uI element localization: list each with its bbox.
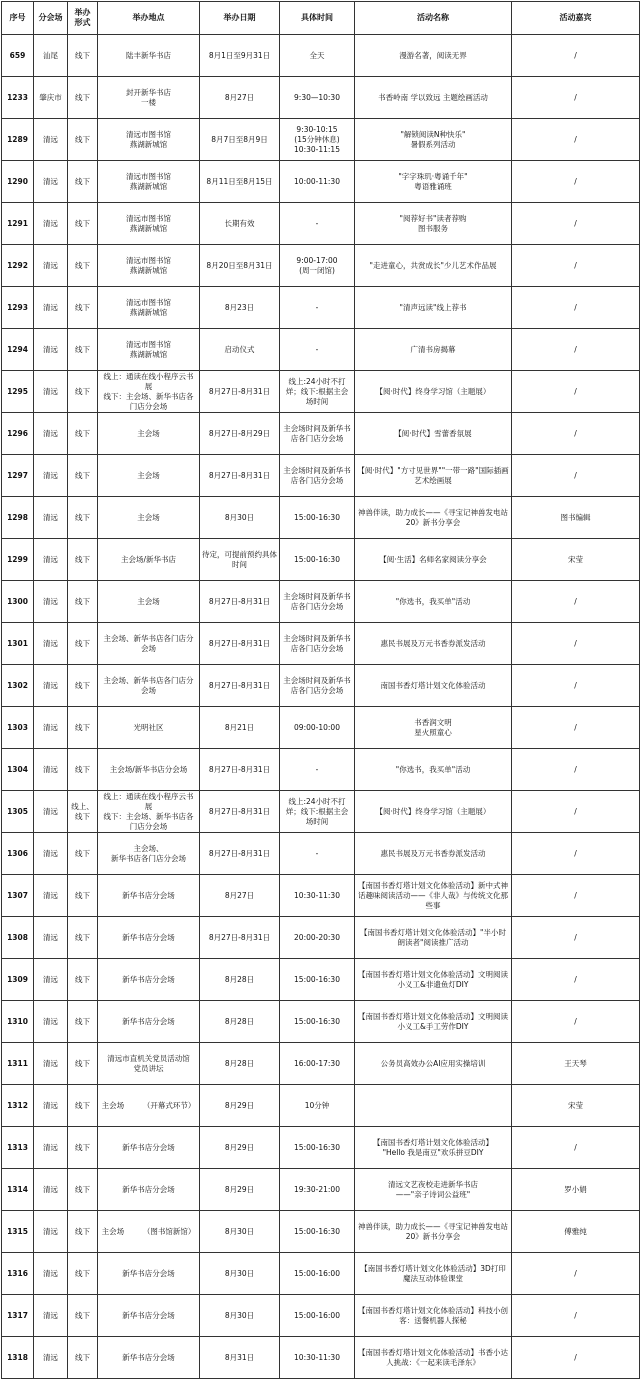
cell-guest: 宋莹 [512,1085,640,1127]
table-header-row [2,2,640,35]
cell-date: 待定，可提前预约具体时间 [200,539,280,581]
cell-venue: 清远 [34,161,68,203]
cell-date: 8月28日 [200,1001,280,1043]
cell-place: 主会场、新华书店各门店分会场 [98,665,200,707]
cell-activity-name: 【南国书香灯塔计划文化体验活动】文明阅读小义工&手工劳作DIY [355,1001,512,1043]
cell-activity-name: 【阅·时代】雪蕾香氛展 [355,413,512,455]
cell-activity-name: 南国书香灯塔计划文化体验活动 [355,665,512,707]
cell-place: 新华书店分会场 [98,1001,200,1043]
cell-guest: / [512,203,640,245]
cell-place: 新华书店分会场 [98,917,200,959]
cell-guest: / [512,161,640,203]
cell-guest: / [512,77,640,119]
cell-time: 15:00-16:30 [280,959,355,1001]
cell-no: 659 [2,35,34,77]
cell-form: 线下 [68,539,98,581]
cell-venue: 清远 [34,497,68,539]
cell-venue: 清远 [34,623,68,665]
cell-form: 线下 [68,413,98,455]
cell-form: 线下 [68,245,98,287]
cell-place: 清远市图书馆 燕湖新城馆 [98,203,200,245]
cell-venue: 清远 [34,539,68,581]
cell-guest: / [512,287,640,329]
cell-activity-name: 【阅·时代】终身学习馆（主题展） [355,791,512,833]
cell-no: 1301 [2,623,34,665]
table-row [2,539,640,581]
cell-no: 1303 [2,707,34,749]
cell-venue: 清远 [34,1295,68,1337]
cell-guest: 傅雅纯 [512,1211,640,1253]
cell-place: 新华书店分会场 [98,1127,200,1169]
header-form: 举办 形式 [68,2,98,35]
cell-time: 线上:24小时不打烊；线下:根据主会场时间 [280,371,355,413]
cell-venue: 清远 [34,833,68,875]
cell-place: 清远市图书馆 燕湖新城馆 [98,119,200,161]
cell-venue: 清远 [34,1253,68,1295]
cell-place: 新华书店分会场 [98,875,200,917]
cell-time: - [280,329,355,371]
cell-activity-name: "字字珠玑·粤诵千年" 粤语雅诵班 [355,161,512,203]
table-row [2,1337,640,1379]
cell-date: 8月27日 [200,77,280,119]
cell-guest: / [512,791,640,833]
cell-time: 15:00-16:30 [280,1127,355,1169]
cell-form: 线下 [68,1337,98,1379]
cell-form: 线下 [68,1001,98,1043]
cell-form: 线下 [68,497,98,539]
cell-guest: / [512,1337,640,1379]
cell-time: 10:00-11:30 [280,161,355,203]
cell-venue: 清远 [34,791,68,833]
cell-place: 线上：通读在线小程序云书展 线下：主会场、新华书店各门店分会场 [98,791,200,833]
cell-no: 1309 [2,959,34,1001]
table-row [2,1043,640,1085]
header-guest: 活动嘉宾 [512,2,640,35]
cell-no: 1315 [2,1211,34,1253]
table-row [2,245,640,287]
cell-place: 封开新华书店 一楼 [98,77,200,119]
cell-no: 1302 [2,665,34,707]
cell-guest: / [512,35,640,77]
cell-place: 清远市直机关党员活动馆 党员讲坛 [98,1043,200,1085]
cell-guest: / [512,581,640,623]
cell-place: 新华书店分会场 [98,1169,200,1211]
cell-no: 1308 [2,917,34,959]
cell-no: 1298 [2,497,34,539]
cell-venue: 清远 [34,917,68,959]
cell-form: 线下 [68,329,98,371]
cell-place: 清远市图书馆 燕湖新城馆 [98,161,200,203]
cell-venue: 清远 [34,329,68,371]
cell-no: 1305 [2,791,34,833]
cell-date: 8月29日 [200,1169,280,1211]
cell-activity-name: "清声远读"线上荐书 [355,287,512,329]
cell-date: 8月30日 [200,1211,280,1253]
cell-date: 8月28日 [200,1043,280,1085]
cell-venue: 汕尾 [34,35,68,77]
cell-date: 8月30日 [200,1295,280,1337]
cell-time: - [280,749,355,791]
cell-time: 线上:24小时不打烊；线下:根据主会场时间 [280,791,355,833]
cell-date: 8月27日-8月31日 [200,833,280,875]
cell-activity-name: 【阅·时代】终身学习馆（主题展） [355,371,512,413]
table-row [2,413,640,455]
cell-activity-name: 神兽伴读，助力成长——《寻宝记神兽发电站20》新书分享会 [355,1211,512,1253]
cell-no: 1312 [2,1085,34,1127]
table-row [2,833,640,875]
cell-time: 主会场时间及新华书店各门店分会场 [280,581,355,623]
cell-activity-name: 【南国书香灯塔计划文化体验活动】 "Hello 我是南豆"欢乐拼豆DIY [355,1127,512,1169]
cell-no: 1304 [2,749,34,791]
cell-activity-name: 惠民书展及万元书香券派发活动 [355,623,512,665]
cell-guest: / [512,1253,640,1295]
table-row [2,791,640,833]
cell-activity-name: "走进童心，共赏成长"少儿艺术作品展 [355,245,512,287]
cell-guest: / [512,119,640,161]
table-row [2,1001,640,1043]
header-place: 举办地点 [98,2,200,35]
cell-no: 1297 [2,455,34,497]
cell-time: 09:00-10:00 [280,707,355,749]
cell-place: 主会场、 新华书店各门店分会场 [98,833,200,875]
cell-form: 线上、 线下 [68,791,98,833]
cell-time: - [280,833,355,875]
cell-activity-name: 神兽伴读，助力成长——《寻宝记神兽发电站20》新书分享会 [355,497,512,539]
cell-time: - [280,203,355,245]
cell-venue: 清远 [34,1337,68,1379]
cell-time: 15:00-16:30 [280,1001,355,1043]
cell-activity-name: 广清书房揭幕 [355,329,512,371]
cell-place: 陆丰新华书店 [98,35,200,77]
cell-venue: 清远 [34,707,68,749]
table-row [2,707,640,749]
cell-place: 主会场 （图书馆新馆） [98,1211,200,1253]
cell-no: 1318 [2,1337,34,1379]
cell-time: 15:00-16:30 [280,539,355,581]
cell-place: 主会场 （开幕式环节） [98,1085,200,1127]
cell-time: 15:00-16:30 [280,1211,355,1253]
cell-date: 8月27日-8月31日 [200,623,280,665]
cell-activity-name: "你选书，我买单"活动 [355,581,512,623]
cell-date: 8月27日-8月31日 [200,749,280,791]
cell-no: 1299 [2,539,34,581]
table-body [2,35,640,1379]
cell-activity-name: 清远文艺夜校走进新华书店 ——"亲子诗词公益班" [355,1169,512,1211]
cell-venue: 清远 [34,119,68,161]
cell-guest: / [512,959,640,1001]
cell-activity-name: "你选书，我买单"活动 [355,749,512,791]
cell-venue: 清远 [34,1001,68,1043]
cell-activity-name: 漫游名著，阅读无界 [355,35,512,77]
cell-time: 15:00-16:30 [280,497,355,539]
table-row [2,371,640,413]
cell-no: 1300 [2,581,34,623]
cell-no: 1293 [2,287,34,329]
table-row [2,287,640,329]
cell-no: 1233 [2,77,34,119]
cell-guest: 宋莹 [512,539,640,581]
cell-form: 线下 [68,1295,98,1337]
cell-form: 线下 [68,665,98,707]
cell-venue: 清远 [34,245,68,287]
cell-form: 线下 [68,287,98,329]
cell-guest: / [512,245,640,287]
cell-no: 1314 [2,1169,34,1211]
cell-form: 线下 [68,203,98,245]
cell-no: 1289 [2,119,34,161]
cell-place: 新华书店分会场 [98,1295,200,1337]
cell-place: 线上：通读在线小程序云书展 线下：主会场、新华书店各门店分会场 [98,371,200,413]
cell-no: 1306 [2,833,34,875]
cell-form: 线下 [68,371,98,413]
cell-activity-name: 【南国书香灯塔计划文化体验活动】文明阅读小义工&非遗鱼灯DIY [355,959,512,1001]
cell-time: 16:00-17:30 [280,1043,355,1085]
cell-guest: / [512,1127,640,1169]
table-row [2,1085,640,1127]
cell-place: 新华书店分会场 [98,1253,200,1295]
cell-form: 线下 [68,623,98,665]
cell-no: 1290 [2,161,34,203]
cell-activity-name: 【南国书香灯塔计划文化体验活动】书香小达人挑战：《一起来读毛泽东》 [355,1337,512,1379]
cell-date: 8月27日-8月31日 [200,455,280,497]
cell-date: 8月27日-8月31日 [200,371,280,413]
cell-activity-name: 书香润文明 星火照童心 [355,707,512,749]
cell-date: 8月27日-8月31日 [200,917,280,959]
cell-date: 8月29日 [200,1085,280,1127]
cell-form: 线下 [68,1169,98,1211]
table-row [2,1211,640,1253]
cell-no: 1291 [2,203,34,245]
cell-venue: 清远 [34,1211,68,1253]
cell-guest: / [512,1295,640,1337]
cell-date: 8月31日 [200,1337,280,1379]
table-row [2,77,640,119]
cell-time: 主会场时间及新华书店各门店分会场 [280,665,355,707]
cell-place: 光明社区 [98,707,200,749]
cell-time: 19:30-21:00 [280,1169,355,1211]
cell-activity-name: 【南国书香灯塔计划文化体验活动】科技小创客：送餐机器人探秘 [355,1295,512,1337]
cell-no: 1295 [2,371,34,413]
cell-time: 20:00-20:30 [280,917,355,959]
cell-activity-name: 【南国书香灯塔计划文化体验活动】新中式神话趣味阅读活动——《非人哉》与传统文化那些事 [355,875,512,917]
cell-guest: / [512,665,640,707]
cell-date: 8月20日至8月31日 [200,245,280,287]
cell-form: 线下 [68,119,98,161]
cell-date: 8月30日 [200,497,280,539]
table-row [2,455,640,497]
cell-form: 线下 [68,581,98,623]
cell-form: 线下 [68,1043,98,1085]
cell-form: 线下 [68,35,98,77]
header-name: 活动名称 [355,2,512,35]
cell-form: 线下 [68,1253,98,1295]
table-row [2,497,640,539]
cell-form: 线下 [68,707,98,749]
table-row [2,1253,640,1295]
cell-place: 主会场 [98,455,200,497]
cell-form: 线下 [68,161,98,203]
cell-venue: 清远 [34,371,68,413]
cell-activity-name: 【阅·时代】"方寸见世界""一带一路"国际插画艺术绘画展 [355,455,512,497]
cell-date: 8月28日 [200,959,280,1001]
cell-place: 新华书店分会场 [98,1337,200,1379]
table-row [2,749,640,791]
table-row [2,35,640,77]
cell-guest: / [512,917,640,959]
cell-form: 线下 [68,1127,98,1169]
table-row [2,1127,640,1169]
cell-place: 主会场 [98,581,200,623]
cell-no: 1294 [2,329,34,371]
cell-guest: / [512,833,640,875]
cell-date: 8月21日 [200,707,280,749]
table-row [2,917,640,959]
cell-date: 8月29日 [200,1127,280,1169]
table-row [2,1169,640,1211]
cell-form: 线下 [68,917,98,959]
cell-time: 15:00-16:00 [280,1295,355,1337]
cell-place: 新华书店分会场 [98,959,200,1001]
cell-date: 8月27日-8月31日 [200,581,280,623]
cell-place: 主会场、新华书店各门店分会场 [98,623,200,665]
cell-venue: 清远 [34,1043,68,1085]
cell-guest: / [512,455,640,497]
cell-date: 8月11日至8月15日 [200,161,280,203]
cell-guest: / [512,623,640,665]
cell-date: 8月30日 [200,1253,280,1295]
cell-activity-name: 书香岭南 学以致远 主题绘画活动 [355,77,512,119]
cell-form: 线下 [68,749,98,791]
cell-venue: 清远 [34,203,68,245]
table-row [2,623,640,665]
cell-activity-name: 【南国书香灯塔计划文化体验活动】3D打印魔法互动体验课堂 [355,1253,512,1295]
cell-date: 8月23日 [200,287,280,329]
cell-activity-name: "解锁阅读N种快乐" 暑假系列活动 [355,119,512,161]
cell-time: 主会场时间及新华书店各门店分会场 [280,413,355,455]
cell-venue: 肇庆市 [34,77,68,119]
cell-guest: / [512,707,640,749]
cell-form: 线下 [68,1211,98,1253]
cell-time: 9:30-10:15 (15分钟休息) 10:30-11:15 [280,119,355,161]
cell-venue: 清远 [34,287,68,329]
activity-table [1,1,640,1379]
cell-no: 1310 [2,1001,34,1043]
cell-activity-name: "阅荐好书"读者荐购 图书服务 [355,203,512,245]
cell-date: 启动仪式 [200,329,280,371]
header-venue: 分会场 [34,2,68,35]
header-no: 序号 [2,2,34,35]
cell-venue: 清远 [34,413,68,455]
cell-place: 清远市图书馆 燕湖新城馆 [98,287,200,329]
cell-venue: 清远 [34,959,68,1001]
table-row [2,329,640,371]
table-row [2,665,640,707]
cell-guest: 罗小娟 [512,1169,640,1211]
cell-venue: 清远 [34,1169,68,1211]
cell-time: 10:30-11:30 [280,875,355,917]
cell-activity-name: 惠民书展及万元书香券派发活动 [355,833,512,875]
cell-time: 主会场时间及新华书店各门店分会场 [280,455,355,497]
cell-time: 15:00-16:00 [280,1253,355,1295]
cell-venue: 清远 [34,749,68,791]
cell-form: 线下 [68,959,98,1001]
header-time: 具体时间 [280,2,355,35]
table-row [2,1295,640,1337]
cell-guest: / [512,749,640,791]
table-row [2,119,640,161]
cell-form: 线下 [68,1085,98,1127]
table-row [2,161,640,203]
table-row [2,203,640,245]
cell-venue: 清远 [34,455,68,497]
cell-place: 主会场/新华书店分会场 [98,749,200,791]
cell-activity-name: 【阅·生活】名师名家阅读分享会 [355,539,512,581]
cell-no: 1313 [2,1127,34,1169]
cell-no: 1296 [2,413,34,455]
cell-no: 1292 [2,245,34,287]
table-row [2,959,640,1001]
cell-no: 1311 [2,1043,34,1085]
cell-no: 1307 [2,875,34,917]
cell-time: - [280,287,355,329]
cell-time: 全天 [280,35,355,77]
cell-no: 1316 [2,1253,34,1295]
table-row [2,581,640,623]
cell-date: 8月27日-8月31日 [200,791,280,833]
header-date: 举办日期 [200,2,280,35]
cell-venue: 清远 [34,581,68,623]
cell-time: 10:30-11:30 [280,1337,355,1379]
cell-date: 8月7日至8月9日 [200,119,280,161]
cell-place: 主会场 [98,497,200,539]
cell-venue: 清远 [34,1085,68,1127]
cell-guest: / [512,875,640,917]
cell-place: 清远市图书馆 燕湖新城馆 [98,329,200,371]
cell-guest: / [512,1001,640,1043]
cell-form: 线下 [68,455,98,497]
cell-guest: 图书编辑 [512,497,640,539]
cell-date: 8月27日 [200,875,280,917]
cell-date: 8月27日-8月29日 [200,413,280,455]
cell-date: 长期有效 [200,203,280,245]
cell-time: 9:00-17:00 (周一闭馆) [280,245,355,287]
cell-guest: / [512,371,640,413]
cell-no: 1317 [2,1295,34,1337]
table-row [2,875,640,917]
cell-venue: 清远 [34,1127,68,1169]
cell-guest: / [512,413,640,455]
cell-activity-name [355,1085,512,1127]
cell-guest: 王天琴 [512,1043,640,1085]
cell-guest: / [512,329,640,371]
cell-venue: 清远 [34,665,68,707]
cell-place: 清远市图书馆 燕湖新城馆 [98,245,200,287]
cell-time: 9:30—10:30 [280,77,355,119]
cell-date: 8月1日至9月31日 [200,35,280,77]
cell-place: 主会场 [98,413,200,455]
cell-date: 8月27日-8月31日 [200,665,280,707]
cell-form: 线下 [68,875,98,917]
cell-time: 10分钟 [280,1085,355,1127]
cell-activity-name: 公务员高效办公AI应用实操培训 [355,1043,512,1085]
cell-form: 线下 [68,77,98,119]
cell-place: 主会场/新华书店 [98,539,200,581]
cell-activity-name: 【南国书香灯塔计划文化体验活动】"半小时朗读者"阅读推广活动 [355,917,512,959]
cell-form: 线下 [68,833,98,875]
cell-venue: 清远 [34,875,68,917]
cell-time: 主会场时间及新华书店各门店分会场 [280,623,355,665]
